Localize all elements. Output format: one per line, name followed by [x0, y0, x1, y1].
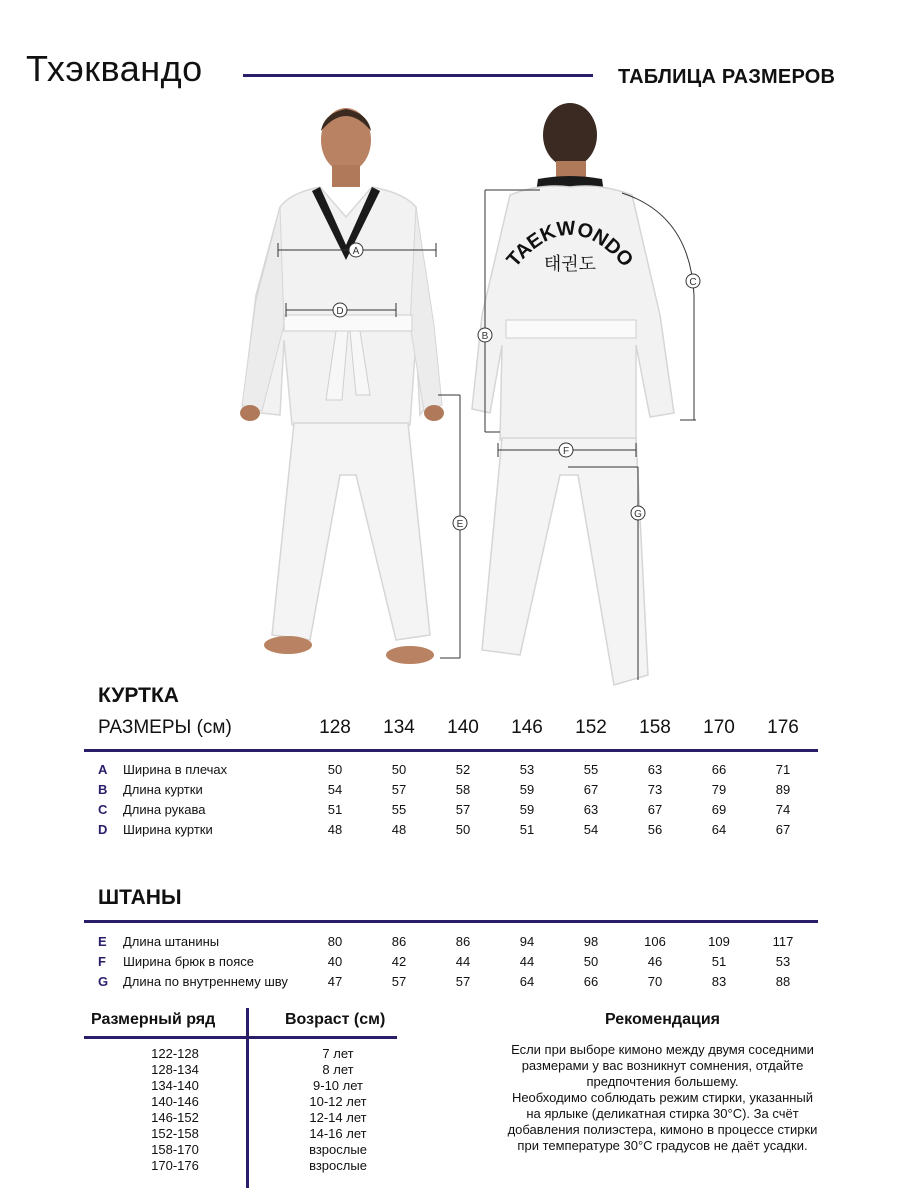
table-cell: 98 [583, 934, 599, 949]
table-cell: 50 [391, 762, 407, 777]
measure-label: Ширина в плечах [123, 762, 228, 777]
measure-letter: E [98, 934, 107, 949]
age-cell: 8 лет [322, 1062, 354, 1077]
size-header: 176 [767, 717, 799, 738]
measure-label: Длина по внутреннему шву [123, 974, 288, 989]
recommendation-line: Необходимо соблюдать режим стирки, указанный [511, 1090, 814, 1105]
size-header: 170 [703, 717, 735, 738]
age-cell: 9-10 лет [313, 1078, 363, 1093]
front-figure [240, 108, 467, 664]
table-cell: 51 [519, 822, 535, 837]
size-header: 146 [511, 717, 543, 738]
table-cell: 53 [775, 954, 791, 969]
back-logo-hangul: 태권도 [543, 254, 597, 275]
table-cell: 42 [391, 954, 407, 969]
table-cell: 54 [327, 782, 343, 797]
marker-d: D [336, 306, 344, 317]
size-range-cell: 134-140 [151, 1078, 199, 1093]
table-cell: 48 [327, 822, 343, 837]
table-cell: 44 [519, 954, 535, 969]
marker-g: G [634, 509, 642, 520]
measure-label: Длина рукава [123, 802, 206, 817]
recommendation-text [480, 1042, 845, 1154]
size-range-cell: 158-170 [151, 1142, 199, 1157]
pants-section-title: ШТАНЫ [98, 886, 182, 909]
size-header: 128 [319, 717, 351, 738]
page-subtitle: ТАБЛИЦА РАЗМЕРОВ [618, 66, 836, 88]
table-cell: 70 [647, 974, 663, 989]
recommendation-line: размерами у вас возникнут сомнения, отдайте [521, 1058, 804, 1073]
table-cell: 67 [775, 822, 791, 837]
header-divider [243, 74, 593, 77]
measure-letter: G [98, 974, 109, 989]
sizes-label: РАЗМЕРЫ (см) [98, 717, 232, 738]
pants-header-rule [84, 920, 818, 923]
table-cell: 73 [647, 782, 663, 797]
table-cell: 83 [711, 974, 727, 989]
measure-label: Длина штанины [123, 934, 220, 949]
table-cell: 79 [711, 782, 727, 797]
recommendation-line: предпочтения большему. [586, 1074, 739, 1089]
table-cell: 57 [455, 802, 471, 817]
recommendation-line: при температуре 30°С градусов не даёт усадки. [517, 1138, 808, 1153]
table-cell: 63 [583, 802, 599, 817]
size-range-cell: 146-152 [151, 1110, 199, 1125]
age-cell: 12-14 лет [309, 1110, 367, 1125]
table-cell: 74 [775, 802, 791, 817]
table-cell: 86 [391, 934, 407, 949]
measure-label: Длина куртки [123, 782, 203, 797]
size-header: 152 [575, 717, 607, 738]
jacket-section-title: КУРТКА [98, 684, 179, 707]
table-cell: 58 [455, 782, 471, 797]
table-cell: 55 [583, 762, 599, 777]
marker-a: A [352, 246, 360, 257]
size-range-cell: 128-134 [151, 1062, 199, 1077]
marker-e: E [456, 519, 464, 530]
age-header: Возраст (см) [285, 1011, 386, 1028]
table-cell: 44 [455, 954, 471, 969]
page-brand-title: Тхэквандо [26, 48, 203, 89]
table-cell: 69 [711, 802, 727, 817]
age-cell: взрослые [309, 1142, 367, 1157]
table-cell: 47 [327, 974, 343, 989]
uniform-illustration [220, 95, 740, 700]
table-cell: 59 [519, 802, 535, 817]
table-cell: 89 [775, 782, 791, 797]
age-cell: 14-16 лет [309, 1126, 367, 1141]
table-cell: 88 [775, 974, 791, 989]
table-cell: 106 [644, 934, 666, 949]
age-cell: 7 лет [322, 1046, 354, 1061]
recommendation-line: Если при выборе кимоно между двумя соседними [511, 1042, 814, 1057]
table-cell: 56 [647, 822, 663, 837]
table-cell: 54 [583, 822, 599, 837]
measure-label: Ширина куртки [123, 822, 213, 837]
size-age-divider [246, 1008, 249, 1188]
measure-letter: F [98, 954, 106, 969]
table-cell: 94 [519, 934, 535, 949]
table-cell: 71 [775, 762, 791, 777]
table-cell: 59 [519, 782, 535, 797]
size-header: 158 [639, 717, 671, 738]
back-figure [472, 103, 700, 685]
table-cell: 51 [711, 954, 727, 969]
size-range-header: Размерный ряд [91, 1011, 216, 1028]
recommendation-line: добавления полиэстера, кимоно в процессе стирки [507, 1122, 818, 1137]
marker-c: C [689, 277, 697, 288]
table-cell: 109 [708, 934, 730, 949]
size-header: 134 [383, 717, 415, 738]
table-cell: 52 [455, 762, 471, 777]
table-cell: 86 [455, 934, 471, 949]
table-cell: 40 [327, 954, 343, 969]
size-age-header-rule [84, 1036, 397, 1039]
size-range-cell: 152-158 [151, 1126, 199, 1141]
table-cell: 53 [519, 762, 535, 777]
table-cell: 80 [327, 934, 343, 949]
table-cell: 66 [711, 762, 727, 777]
table-cell: 64 [519, 974, 535, 989]
jacket-header-rule [84, 749, 818, 752]
measure-letter: D [98, 822, 108, 837]
table-cell: 48 [391, 822, 407, 837]
measure-letter: C [98, 802, 108, 817]
table-cell: 57 [391, 782, 407, 797]
table-cell: 63 [647, 762, 663, 777]
measure-letter: A [98, 762, 108, 777]
measure-letter: B [98, 782, 108, 797]
table-cell: 46 [647, 954, 663, 969]
age-cell: взрослые [309, 1158, 367, 1173]
recommendation-title: Рекомендация [605, 1011, 720, 1028]
table-cell: 66 [583, 974, 599, 989]
table-cell: 51 [327, 802, 343, 817]
table-cell: 50 [583, 954, 599, 969]
size-header: 140 [447, 717, 479, 738]
back-logo-text: TAEKWONDO [502, 217, 638, 272]
table-cell: 67 [583, 782, 599, 797]
recommendation-line: на ярлыке (деликатная стирка 30°С). За счёт [526, 1106, 799, 1121]
table-cell: 57 [391, 974, 407, 989]
age-cell: 10-12 лет [309, 1094, 367, 1109]
marker-f: F [562, 446, 570, 457]
size-range-cell: 122-128 [151, 1046, 199, 1061]
table-cell: 50 [327, 762, 343, 777]
table-cell: 64 [711, 822, 727, 837]
table-cell: 67 [647, 802, 663, 817]
table-cell: 117 [772, 934, 794, 949]
measure-label: Ширина брюк в поясе [123, 954, 254, 969]
table-cell: 50 [455, 822, 471, 837]
table-cell: 55 [391, 802, 407, 817]
size-range-cell: 170-176 [151, 1158, 199, 1173]
size-range-cell: 140-146 [151, 1094, 199, 1109]
marker-b: B [481, 331, 489, 342]
table-cell: 57 [455, 974, 471, 989]
